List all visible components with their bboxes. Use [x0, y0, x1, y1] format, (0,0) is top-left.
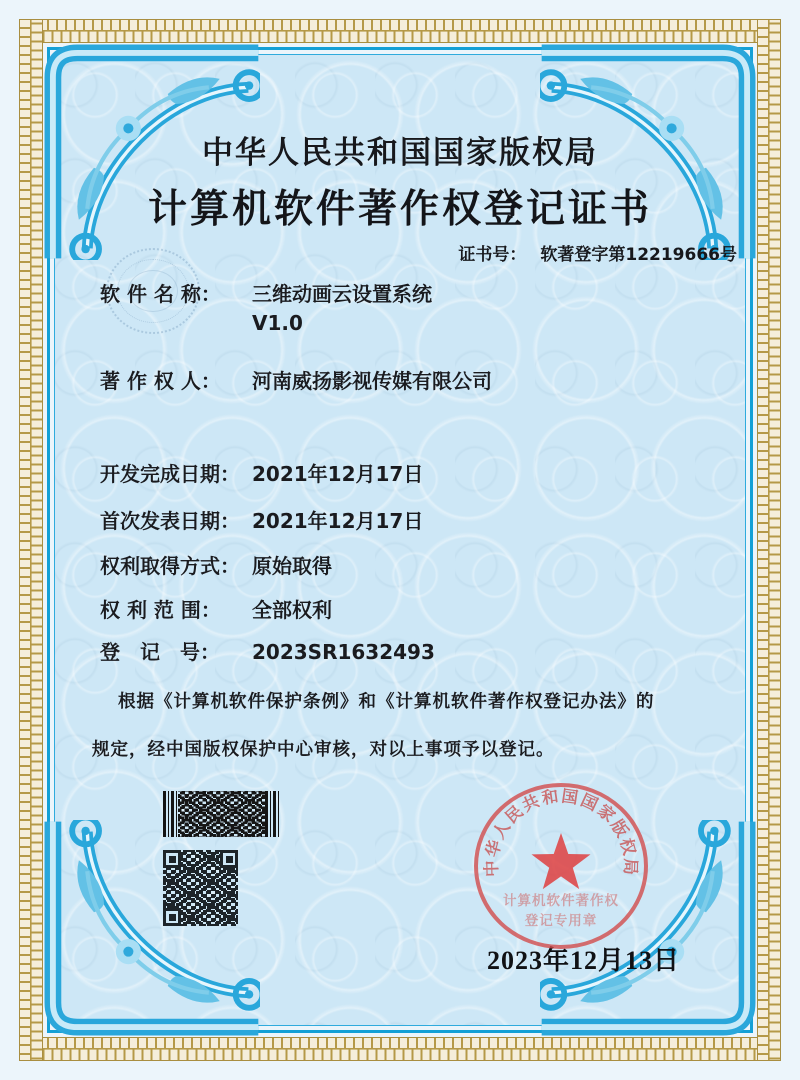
field-label: 权利取得方式：	[100, 554, 240, 578]
barcode-right-bars	[265, 791, 280, 837]
field-label: 软 件 名 称：	[100, 282, 221, 306]
authority-title: 中华人民共和国国家版权局	[202, 135, 598, 171]
statement-line-2: 规定，经中国版权保护中心审核，对以上事项予以登记。	[92, 740, 555, 760]
field-row-right-scope	[100, 596, 332, 624]
seal-inner-text-1: 计算机软件著作权	[503, 893, 619, 909]
qr-finder-icon	[220, 850, 238, 868]
field-row-dev-complete-date	[100, 460, 423, 488]
barcode-data-region	[178, 791, 265, 837]
field-value: 原始取得	[252, 554, 332, 578]
field-label: 权 利 范 围：	[100, 598, 221, 622]
field-value: 河南威扬影视传媒有限公司	[252, 369, 492, 393]
red-star-icon	[532, 833, 591, 889]
field-row-first-publish-date	[100, 507, 423, 535]
certificate-title: 计算机软件著作权登记证书	[147, 187, 652, 232]
qr-finder-icon	[163, 850, 181, 868]
issue-date: 2023年12月13日	[487, 946, 681, 975]
field-value: 全部权利	[252, 598, 332, 622]
field-label: 著 作 权 人：	[100, 369, 221, 393]
official-seal	[460, 765, 662, 967]
gold-border-right	[757, 19, 781, 1061]
barcode-image	[163, 791, 280, 837]
certificate-number-label: 证书号：	[458, 245, 527, 265]
field-row-right-acquisition	[100, 552, 332, 580]
field-row-registration-number	[100, 638, 435, 666]
certificate-number	[0, 240, 737, 265]
field-label: 首次发表日期：	[100, 509, 240, 533]
gold-border-top	[19, 19, 781, 43]
barcode-left-bars	[163, 791, 178, 837]
field-label: 开发完成日期：	[100, 462, 240, 486]
seal-inner-text-2: 登记专用章	[524, 913, 598, 929]
certificate-number-value: 软著登字第12219666号	[540, 245, 737, 265]
gold-border-left	[19, 19, 43, 1061]
field-value: 2023SR1632493	[252, 640, 435, 664]
field-value: 三维动画云设置系统	[252, 282, 432, 306]
field-label: 登 记 号：	[100, 640, 220, 664]
field-row-software-name	[100, 280, 432, 308]
field-value: 2021年12月17日	[252, 509, 424, 533]
statement-line-1: 根据《计算机软件保护条例》和《计算机软件著作权登记办法》的	[118, 692, 655, 712]
gold-border-bottom	[19, 1037, 781, 1061]
qr-finder-icon	[163, 908, 181, 926]
qr-code-image	[163, 850, 238, 926]
field-row-copyright-owner	[100, 367, 492, 395]
software-version: V1.0	[252, 311, 303, 335]
seal-ring-text: 中华人民共和国国家版权局	[481, 786, 641, 878]
field-value: 2021年12月17日	[252, 462, 424, 486]
